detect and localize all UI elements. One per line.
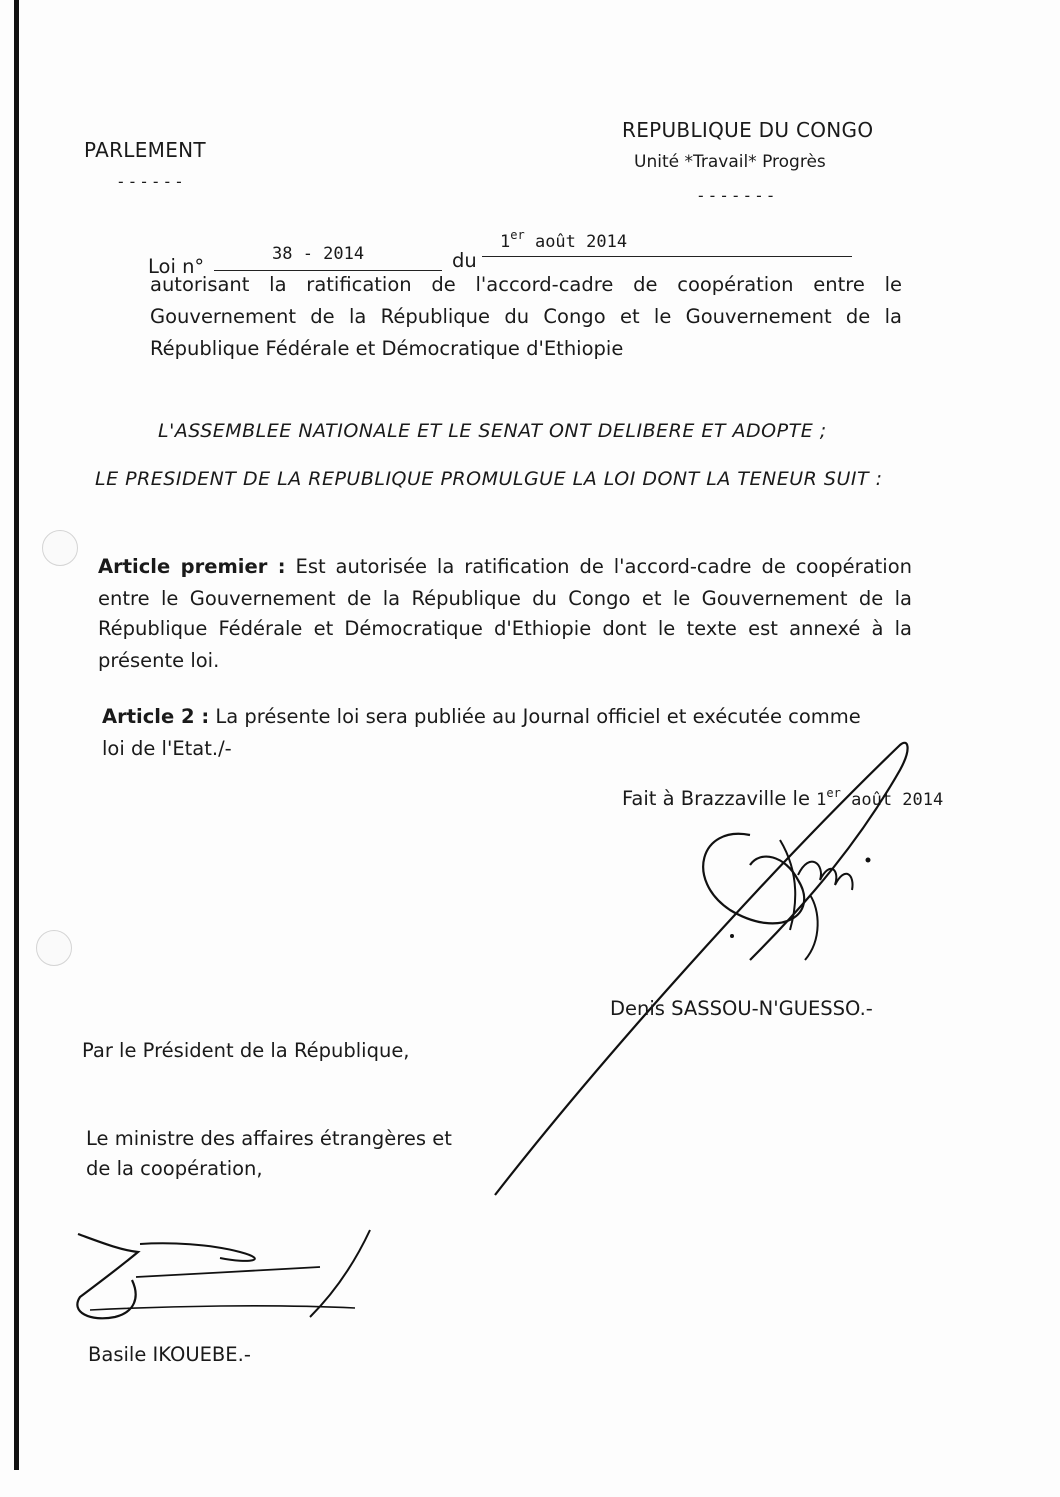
law-date-sup: er	[510, 228, 525, 242]
republic-title: REPUBLIQUE DU CONGO	[622, 118, 874, 142]
president-signature	[480, 730, 940, 1210]
law-number: 38 - 2014	[272, 244, 365, 264]
republic-motto: Unité *Travail* Progrès	[634, 152, 826, 172]
law-date-rest: août 2014	[534, 232, 628, 252]
law-title-line: Gouvernement de la République du Congo et le Gouvernement de la	[150, 305, 902, 328]
header-right-dashes: -------	[696, 186, 778, 205]
law-date-number: 1	[500, 232, 511, 252]
law-du-label: du	[452, 249, 477, 272]
minister-title-line: Le ministre des affaires étrangères et	[86, 1127, 452, 1150]
closing-date-number: 1	[816, 790, 827, 810]
punch-hole	[36, 930, 72, 966]
by-president-line: Par le Président de la République,	[82, 1039, 410, 1062]
article-1-line: présente loi.	[98, 649, 220, 672]
law-prefix: Loi n°	[148, 255, 205, 278]
scan-binding-edge	[14, 0, 19, 1470]
article-1-label: Article premier :	[98, 555, 286, 578]
article-1-line: République Fédérale et Démocratique d'Ethiopie dont le texte est annexé à la	[98, 617, 912, 640]
minister-signature	[70, 1222, 390, 1342]
article-2-label: Article 2 :	[102, 705, 210, 728]
law-title-line: République Fédérale et Démocratique d'Ethiopie	[150, 337, 624, 360]
president-name: Denis SASSOU-N'GUESSO.-	[610, 997, 873, 1020]
preamble-president: LE PRESIDENT DE LA REPUBLIQUE PROMULGUE LA LOI DONT LA TENEUR SUIT :	[95, 468, 883, 490]
minister-name: Basile IKOUEBE.-	[88, 1343, 251, 1366]
closing-date-rest: août 2014	[851, 790, 944, 810]
parliament-title: PARLEMENT	[84, 138, 206, 162]
article-2-line	[102, 702, 861, 732]
article-2-line: loi de l'Etat./-	[102, 737, 232, 760]
punch-hole	[42, 530, 78, 566]
closing-date-sup: er	[826, 786, 841, 800]
law-date	[500, 228, 628, 252]
closing-place: Fait à Brazzaville le	[622, 787, 810, 810]
minister-title-line: de la coopération,	[86, 1157, 263, 1180]
article-1-line	[98, 552, 912, 582]
law-date-line	[482, 256, 852, 257]
preamble-assembly: L'ASSEMBLEE NATIONALE ET LE SENAT ONT DELIBERE ET ADOPTE ;	[158, 420, 827, 442]
article-1-line: entre le Gouvernement de la République du Congo et le Gouvernement de la	[98, 587, 912, 610]
header-left-dashes: ------	[116, 172, 186, 191]
article-2-text: La présente loi sera publiée au Journal officiel et exécutée comme	[215, 705, 861, 728]
article-1-text: Est autorisée la ratification de l'accord-cadre de coopération	[295, 555, 912, 578]
law-title-line: autorisant la ratification de l'accord-cadre de coopération entre le	[150, 273, 902, 296]
